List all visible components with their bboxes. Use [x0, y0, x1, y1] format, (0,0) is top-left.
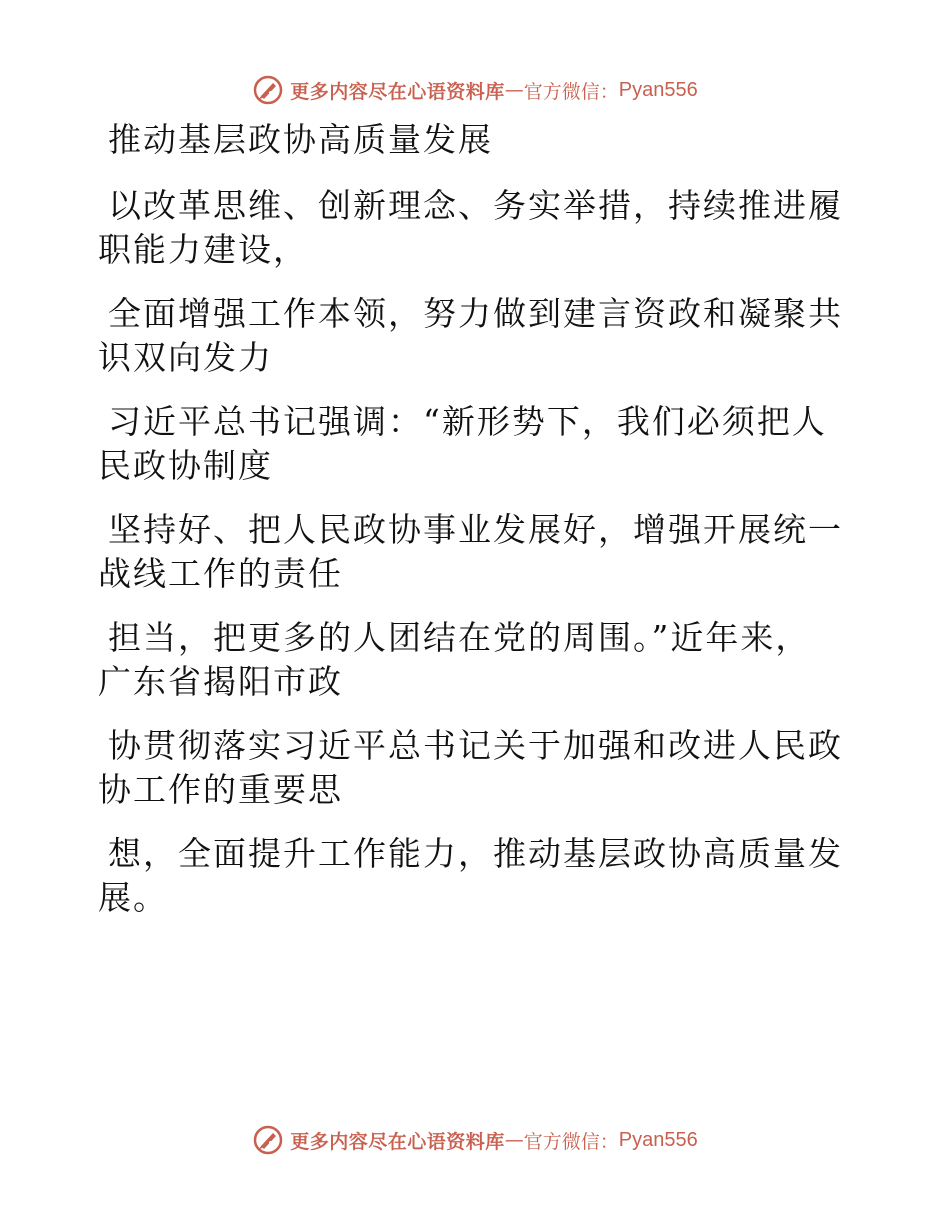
paragraph-line-1: 担当，把更多的人团结在党的周围。”近年来， — [108, 618, 811, 657]
document-body — [98, 118, 843, 940]
paragraph — [98, 508, 843, 596]
watermark-wechat-id: Pyan556 — [618, 78, 698, 101]
paragraph — [98, 292, 843, 380]
watermark-wechat-label: 官方微信： — [523, 80, 619, 103]
watermark-wechat-label: 官方微信： — [523, 1130, 619, 1153]
paragraph-line-1: 以改革思维、创新理念、务实举措，持续推进履 — [108, 186, 843, 225]
paragraph — [98, 724, 843, 812]
paragraph-line-2: 民政协制度 — [98, 446, 273, 485]
paragraph-line-1: 坚持好、把人民政协事业发展好，增强开展统一 — [108, 510, 843, 549]
paragraph-line-1: 协贯彻落实习近平总书记关于加强和改进人民政 — [108, 726, 843, 765]
paragraph-line-2: 职能力建设， — [98, 230, 308, 269]
paragraph — [98, 616, 838, 704]
paragraph-line-1: 全面增强工作本领，努力做到建言资政和凝聚共 — [108, 294, 843, 333]
watermark-dash: — — [504, 1129, 524, 1151]
header-watermark — [0, 70, 950, 110]
paragraph-line-2: 展。 — [98, 878, 168, 917]
paragraph-line-2: 协工作的重要思 — [98, 770, 343, 809]
paragraph-line-2: 识双向发力 — [98, 338, 273, 377]
pen-seal-logo-icon — [252, 74, 284, 106]
pen-seal-logo-icon — [252, 1124, 284, 1156]
watermark-wechat-id: Pyan556 — [618, 1128, 698, 1151]
paragraph-line-1: 想，全面提升工作能力，推动基层政协高质量发 — [108, 834, 843, 873]
watermark-dash: — — [504, 79, 524, 101]
paragraph — [98, 832, 843, 920]
watermark-site-text: 更多内容尽在心语资料库 — [290, 1130, 505, 1153]
paragraph — [98, 400, 838, 488]
watermark-site-text: 更多内容尽在心语资料库 — [290, 80, 505, 103]
paragraph-line-1: 习近平总书记强调：“新形势下，我们必须把人 — [108, 402, 827, 441]
paragraph-line-2: 战线工作的责任 — [98, 554, 343, 593]
footer-watermark — [0, 1120, 950, 1160]
paragraph-line-2: 广东省揭阳市政 — [98, 662, 343, 701]
paragraph — [98, 184, 843, 272]
document-title: 推动基层政协高质量发展 — [108, 120, 493, 159]
